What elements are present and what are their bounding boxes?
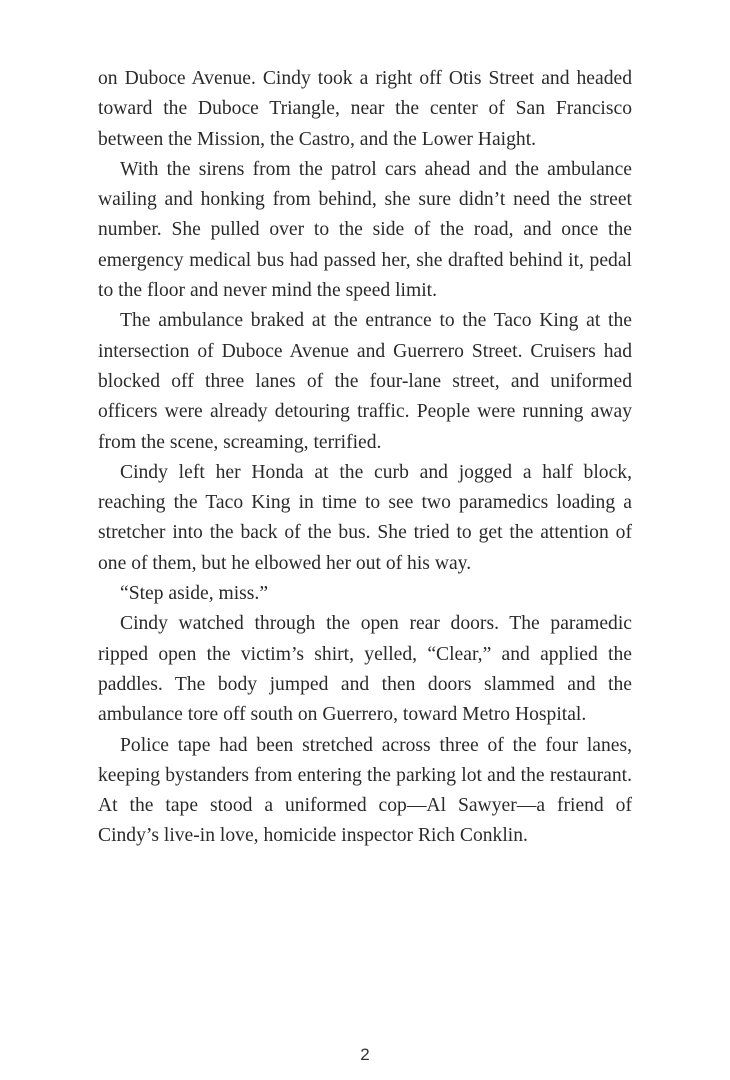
paragraph-5-dialogue: “Step aside, miss.” <box>120 583 269 605</box>
paragraph-6: Cindy watched through the open rear doors. The paramedic ripped open the victim’s shirt, yelled, “Clear,” and applied the paddles. The body jumped and then doors slammed and the ambulance tore off south on Guerrero, toward Metro Hospital. <box>98 613 632 726</box>
paragraph-4: Cindy left her Honda at the curb and jogged a half block, reaching the Taco King in time to see two paramedics loading a stretcher into the back of the bus. She tried to get the attention of one of them, but he elbowed her out of his way. <box>98 461 632 574</box>
paragraph-1: on Duboce Avenue. Cindy took a right off Otis Street and headed toward the Duboce Triangle, near the center of San Francisco between the Mission, the Castro, and the Lower Haight. <box>98 68 632 150</box>
paragraph-2: With the sirens from the patrol cars ahead and the ambulance wailing and honking from behind, she sure didn’t need the street number. She pulled over to the side of the road, and once the emergency medical bus had passed her, she drafted behind it, pedal to the floor and never mind the speed limit. <box>98 158 632 302</box>
paragraph-3: The ambulance braked at the entrance to the Taco King at the intersection of Duboce Avenue and Guerrero Street. Cruisers had blocked off three lanes of the four-lane street, and uniformed officers were already detouring traffic. People were running away from the scene, screaming, terrified. <box>98 310 632 453</box>
page-body-text <box>98 64 632 852</box>
paragraph-7: Police tape had been stretched across three of the four lanes, keeping bystanders from entering the parking lot and the restaurant. At the tape stood a uniformed cop—Al Sawyer—a friend of Cindy’s live-in love, homicide inspector Rich Conklin. <box>98 734 632 847</box>
page-number: 2 <box>360 1045 370 1064</box>
